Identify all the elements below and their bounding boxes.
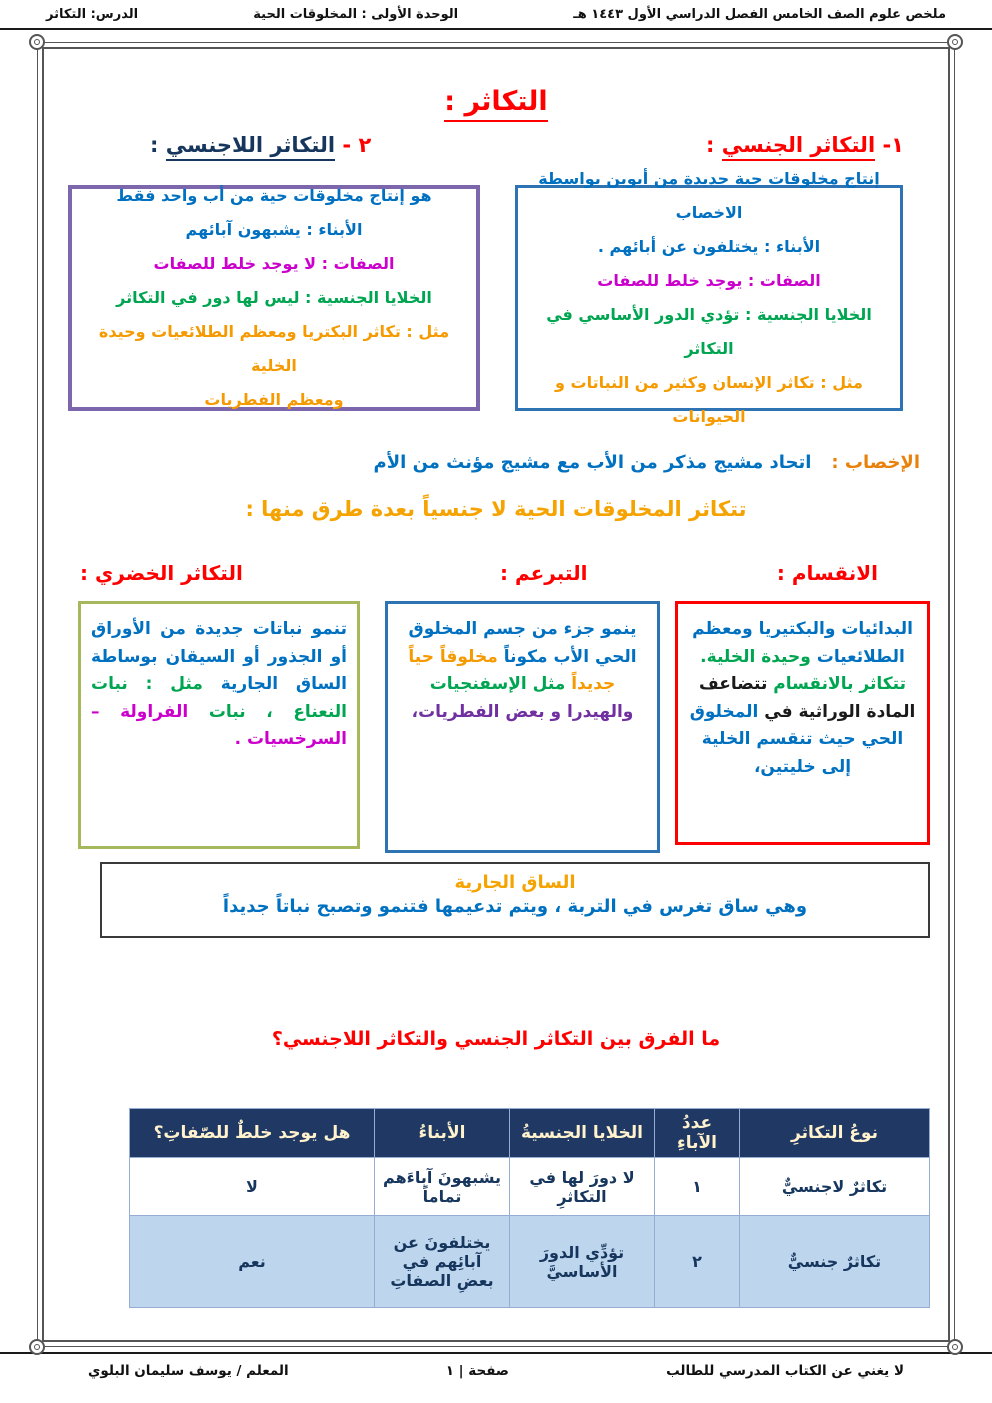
corner-ornament-icon xyxy=(947,34,963,50)
table-cell: يختلفونَ عن آبائِهم في بعضِ الصفاتِ xyxy=(375,1216,510,1308)
heading-asexual-colon: : xyxy=(150,133,166,157)
page-title xyxy=(0,86,992,117)
top-header-bar xyxy=(0,0,992,30)
sexual-traits-line: الصفات : يوجد خلط للصفات xyxy=(597,271,821,290)
table-row-asexual xyxy=(130,1158,930,1216)
table-cell: يشبهونَ آباءَهم تماماً xyxy=(375,1158,510,1216)
vegetative-text-definition: تنمو نباتات جديدة من الأوراق أو الجذور أو السيقان بوساطة الساق الجارية xyxy=(91,619,347,695)
heading-vegetative: التكاثر الخضري : xyxy=(80,561,243,585)
fission-text-unicellular: وحيدة الخلية. تتكاثر بالانقسام xyxy=(700,646,906,695)
heading-sexual-number: ١- xyxy=(875,133,904,157)
fission-text-dna: تتضاعف المادة الوراثية في xyxy=(699,674,916,722)
sexual-reproduction-box xyxy=(515,169,903,426)
heading-sexual-reproduction xyxy=(706,133,904,157)
runner-stem-box xyxy=(100,862,930,938)
vegetative-box xyxy=(78,601,360,849)
asexual-examples-line-2: ومعظم الفطريات xyxy=(204,390,344,409)
table-cell: تكاثرٌ جنسيٌّ xyxy=(740,1216,930,1308)
table-cell: نعم xyxy=(130,1216,375,1308)
sexual-cells-line: الخلايا الجنسية : تؤدي الدور الأساسي في التكاثر xyxy=(546,305,872,358)
heading-sexual-text: التكاثر الجنسي xyxy=(722,133,875,161)
col-header-reproduction-type: نوعُ التكاثرِ xyxy=(740,1109,930,1158)
fission-box xyxy=(675,601,930,845)
table-cell: ٢ xyxy=(655,1216,740,1308)
col-header-parents-count: عددُ الآباءِ xyxy=(655,1109,740,1158)
heading-asexual-text: التكاثر اللاجنسي xyxy=(166,133,335,161)
table-cell: تؤدِّي الدورَ الأساسيَّ xyxy=(510,1216,655,1308)
header-lesson-title: الدرس: التكاثر xyxy=(46,6,139,22)
col-header-sex-cells: الخلايا الجنسيةُ xyxy=(510,1109,655,1158)
fission-text-organisms: البدائيات والبكتيريا ومعظم الطلائعيات xyxy=(692,619,913,667)
budding-box xyxy=(385,601,660,853)
footer-page-number: صفحة | ١ xyxy=(445,1363,509,1379)
footer-disclaimer: لا يغني عن الكتاب المدرسي للطالب xyxy=(666,1363,904,1379)
asexual-offspring-line: الأبناء : يشبهون آبائهم xyxy=(185,220,363,239)
header-unit-title: الوحدة الأولى : المخلوقات الحية xyxy=(253,6,459,22)
header-course-info: ملخص علوم الصف الخامس الفصل الدراسي الأول ١٤٤٣ هـ xyxy=(573,6,946,22)
sexual-offspring-line: الأبناء : يختلفون عن أبائهم . xyxy=(597,237,821,256)
corner-ornament-icon xyxy=(29,34,45,50)
table-header-row xyxy=(130,1109,930,1158)
budding-text-new-organism: مخلوقاً حياً جديداً xyxy=(408,646,616,695)
table-row-sexual xyxy=(130,1216,930,1308)
col-header-offspring: الأبناءُ xyxy=(375,1109,510,1158)
heading-asexual-number: ٢ - xyxy=(335,133,372,157)
runner-stem-text: وهي ساق تغرس في التربة ، ويتم تدعيمها فتنمو وتصبح نباتاً جديداً xyxy=(222,896,808,917)
comparison-table xyxy=(129,1108,930,1308)
corner-ornament-icon xyxy=(29,1339,45,1355)
fission-text-split: المخلوق الحي حيث تنقسم الخلية إلى خليتين، xyxy=(689,701,904,777)
col-header-trait-mixing: هل يوجد خلطٌ للصّفاتِ؟ xyxy=(130,1109,375,1158)
sexual-definition-line: إنتاج مخلوقات حية جديدة من أبوين بواسطة الاخصاب xyxy=(538,169,880,222)
asexual-cells-line: الخلايا الجنسية : ليس لها دور في التكاثر xyxy=(116,288,432,307)
asexual-definition-line: هو إنتاج مخلوقات حية من أب واحد فقط xyxy=(116,186,432,205)
asexual-traits-line: الصفات : لا يوجد خلط للصفات xyxy=(153,254,395,273)
vegetative-text-examples: مثل : نبات النعناع ، نبات xyxy=(91,674,348,722)
budding-text-examples: مثل الإسفنجيات xyxy=(429,674,566,695)
table-cell: لا xyxy=(130,1158,375,1216)
corner-ornament-icon xyxy=(947,1339,963,1355)
fertilization-definition xyxy=(374,452,920,473)
vegetative-text-examples-2: الفراولة – السرخسيات . xyxy=(91,701,347,750)
asexual-methods-intro: تتكاثر المخلوقات الحية لا جنسياً بعدة طرق منها : xyxy=(245,497,747,521)
heading-fission: الانقسام : xyxy=(776,561,878,585)
heading-asexual-reproduction xyxy=(150,133,371,157)
heading-budding: التبرعم : xyxy=(500,561,588,585)
table-cell: تكاثرٌ لاجنسيٌّ xyxy=(740,1158,930,1216)
fertilization-text: اتحاد مشيج مذكر من الأب مع مشيج مؤنث من الأم xyxy=(373,452,812,473)
table-cell: ١ xyxy=(655,1158,740,1216)
asexual-reproduction-box xyxy=(68,185,480,411)
page-title-text: التكاثر : xyxy=(444,86,547,122)
table-cell: لا دورَ لها في التكاثرِ xyxy=(510,1158,655,1216)
comparison-question: ما الفرق بين التكاثر الجنسي والتكاثر اللاجنسي؟ xyxy=(271,1028,721,1050)
budding-text-definition: ينمو جزء من جسم المخلوق الحي الأب مكوناً xyxy=(408,619,637,667)
fertilization-label: الإخصاب : xyxy=(831,452,920,473)
footer-bar xyxy=(0,1352,992,1379)
budding-text-examples-2: والهيدرا و بعض الفطريات، xyxy=(411,701,634,722)
asexual-examples-line: مثل : تكاثر البكتريا ومعظم الطلائعيات وحيدة الخلية xyxy=(98,322,450,375)
sexual-examples-line: مثل : تكاثر الإنسان وكثير من النباتات و الحيوانات xyxy=(555,373,863,426)
heading-sexual-colon: : xyxy=(706,133,722,157)
runner-stem-title: الساق الجارية xyxy=(454,872,576,893)
footer-teacher-name: المعلم / يوسف سليمان البلوي xyxy=(88,1363,289,1379)
